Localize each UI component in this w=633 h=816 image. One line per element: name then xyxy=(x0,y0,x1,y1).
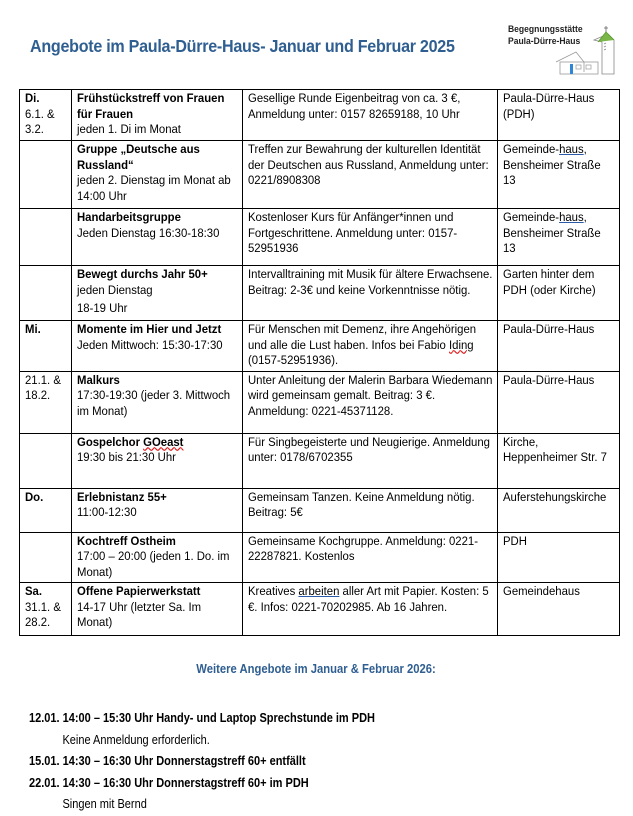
offer-cell xyxy=(71,583,243,636)
logo-line2: Paula-Dürre-Haus xyxy=(508,36,581,47)
location-cell xyxy=(498,532,620,583)
day-cell xyxy=(20,321,72,372)
spellcheck-mark: GOeast xyxy=(142,434,184,449)
dates: 6.1. & 3.2. xyxy=(25,106,55,136)
offer-schedule: Jeden Mittwoch: 15:30-17:30 xyxy=(76,337,223,352)
description-cell xyxy=(243,433,498,488)
table-row xyxy=(20,583,620,636)
church-building-icon xyxy=(508,22,628,76)
day: Do. xyxy=(25,489,44,504)
offer-name: Erlebnistanz 55+ xyxy=(76,489,167,504)
offer-description: Gemeinsam Tanzen. Keine Anmeldung nötig. Beitrag: 5€ xyxy=(248,489,476,519)
day: Sa. xyxy=(25,584,43,598)
offer-description: Unter Anleitung der Malerin Barbara Wiedemann wird gemeinsam gemalt. Beitrag: 3 €. Anmeldung: 0221-45371128. xyxy=(248,372,493,418)
offer-schedule: 14-17 Uhr (letzter Sa. Im Monat) xyxy=(76,599,201,629)
event-item xyxy=(29,773,619,816)
offer-description: Kostenloser Kurs für Anfänger*innen und Fortgeschrittene. Anmeldung unter: 0157-52951936 xyxy=(248,210,458,255)
offer-name: Handarbeitsgruppe xyxy=(76,210,181,224)
logo-line1: Begegnungsstätte xyxy=(508,24,583,35)
offer-location: PDH xyxy=(503,533,527,548)
more-offers-title: Weitere Angebote im Januar & Februar 2026: xyxy=(196,662,437,676)
dates: 21.1. & 18.2. xyxy=(25,372,61,402)
offer-description: Für Singbegeisterte und Neugierige. Anmeldung unter: 0178/6702355 xyxy=(248,434,491,464)
grammar-mark: haus xyxy=(559,210,584,224)
offer-name: Gospelchor GOeast xyxy=(76,434,184,449)
offer-schedule: jeden 1. Di im Monat xyxy=(76,122,181,136)
offer-cell xyxy=(71,532,243,583)
location-cell: Gemeinde-haus, Bensheimer Straße 13 xyxy=(498,209,620,266)
offer-cell xyxy=(71,266,243,321)
day-cell xyxy=(20,532,72,583)
offer-name: Bewegt durchs Jahr 50+ xyxy=(76,267,208,281)
day-cell xyxy=(20,433,72,488)
location-cell xyxy=(498,90,620,141)
day-cell xyxy=(20,141,72,209)
location-cell xyxy=(498,488,620,532)
description-cell: Für Menschen mit Demenz, ihre Angehörigen und alle die Lust haben. Infos bei Fabio Iding (0157-52951936). xyxy=(243,321,498,372)
offer-description: Intervalltraining mit Musik für ältere Erwachsene. Beitrag: 2-3€ und keine Vorkenntnisse nötig. xyxy=(248,267,493,297)
description-cell: Kreatives arbeiten aller Art mit Papier. Kosten: 5 €. Infos: 0221-70202985. Ab 16 Jahren. xyxy=(243,583,498,636)
day-cell xyxy=(20,371,72,433)
location-cell xyxy=(498,583,620,636)
day-cell xyxy=(20,488,72,532)
description-cell xyxy=(243,532,498,583)
offer-location: Paula-Dürre-Haus (PDH) xyxy=(503,91,595,121)
offer-cell xyxy=(71,141,243,209)
offer-schedule: Jeden Dienstag 16:30-18:30 xyxy=(76,225,220,240)
day-cell xyxy=(20,266,72,321)
description-cell xyxy=(243,488,498,532)
offer-name: Offene Papierwerkstatt xyxy=(76,584,201,598)
location-cell: Gemeinde-haus, Bensheimer Straße 13 xyxy=(498,141,620,209)
offer-name: Momente im Hier und Jetzt xyxy=(76,322,222,336)
table-row xyxy=(20,321,620,372)
location-cell xyxy=(498,266,620,321)
table-row xyxy=(20,266,620,321)
offer-name: Malkurs xyxy=(76,372,120,387)
offer-location: Kirche, Heppenheimer Str. 7 xyxy=(503,434,608,464)
logo xyxy=(508,22,628,74)
dates: 31.1. & 28.2. xyxy=(25,599,61,629)
description-cell xyxy=(243,90,498,141)
offer-location: Paula-Dürre-Haus xyxy=(503,372,595,387)
event-line: 12.01. 14:00 – 15:30 Uhr Handy- und Laptop Sprechstunde im PDH xyxy=(29,711,375,725)
spellcheck-mark: Iding xyxy=(449,337,474,352)
offers-table xyxy=(19,89,620,636)
offer-description: Gesellige Runde Eigenbeitrag von ca. 3 €, Anmeldung unter: 0157 82659188, 10 Uhr xyxy=(248,91,461,121)
event-item xyxy=(29,708,619,751)
table-row xyxy=(20,141,620,209)
event-item xyxy=(29,751,619,773)
offer-cell xyxy=(71,321,243,372)
location-cell xyxy=(498,371,620,433)
offer-location: Gemeindehaus xyxy=(503,584,580,598)
day-cell xyxy=(20,209,72,266)
table-row xyxy=(20,488,620,532)
offer-description: Gemeinsame Kochgruppe. Anmeldung: 0221-22287821. Kostenlos xyxy=(248,533,479,563)
grammar-mark: haus xyxy=(559,142,584,156)
table-row xyxy=(20,371,620,433)
offer-name: Gruppe „Deutsche aus Russland“ xyxy=(76,142,200,172)
table-row xyxy=(20,209,620,266)
day-cell xyxy=(20,583,72,636)
event-note: Singen mit Bernd xyxy=(62,797,147,811)
page-title: Angebote im Paula-Dürre-Haus- Januar und Februar 2025 xyxy=(30,36,455,56)
offer-cell xyxy=(71,90,243,141)
offer-cell xyxy=(71,209,243,266)
day: Di. xyxy=(25,91,40,105)
table-row xyxy=(20,433,620,488)
event-note: Keine Anmeldung erforderlich. xyxy=(62,732,210,747)
more-offers-list xyxy=(29,708,619,816)
event-line: 22.01. 14:30 – 16:30 Uhr Donnerstagstreff 60+ im PDH xyxy=(29,775,309,790)
offer-schedule: 17:30-19:30 (jeder 3. Mittwoch im Monat) xyxy=(76,388,230,418)
grammar-mark: arbeiten xyxy=(298,584,340,598)
offer-time: 18-19 Uhr xyxy=(76,301,128,315)
offer-cell xyxy=(71,371,243,433)
location-cell xyxy=(498,321,620,372)
description-cell xyxy=(243,266,498,321)
location-cell xyxy=(498,433,620,488)
offer-location: Paula-Dürre-Haus xyxy=(503,322,595,336)
offer-schedule: 17:00 – 20:00 (jeden 1. Do. im Monat) xyxy=(76,549,230,579)
description-cell xyxy=(243,371,498,433)
offer-description: Treffen zur Bewahrung der kulturellen Identität der Deutschen aus Russland, Anmeldung unter: 0221/8908308 xyxy=(248,142,490,187)
offer-location: Garten hinter dem PDH (oder Kirche) xyxy=(503,267,596,297)
description-cell xyxy=(243,141,498,209)
offer-cell xyxy=(71,488,243,532)
offer-name: Frühstückstreff von Frauen für Frauen xyxy=(76,91,225,121)
offer-location: Auferstehungskirche xyxy=(503,489,607,504)
day-cell xyxy=(20,90,72,141)
offer-schedule: jeden Dienstag xyxy=(76,282,153,297)
day: Mi. xyxy=(25,322,41,336)
event-line: 15.01. 14:30 – 16:30 Uhr Donnerstagstreff 60+ entfällt xyxy=(29,754,306,768)
description-cell xyxy=(243,209,498,266)
offer-schedule: jeden 2. Dienstag im Monat ab 14:00 Uhr xyxy=(76,173,231,203)
table-row xyxy=(20,532,620,583)
table-row xyxy=(20,90,620,141)
offer-name: Kochtreff Ostheim xyxy=(76,533,176,548)
offer-schedule: 11:00-12:30 xyxy=(76,505,137,519)
offer-schedule: 19:30 bis 21:30 Uhr xyxy=(76,450,176,464)
offer-cell xyxy=(71,433,243,488)
